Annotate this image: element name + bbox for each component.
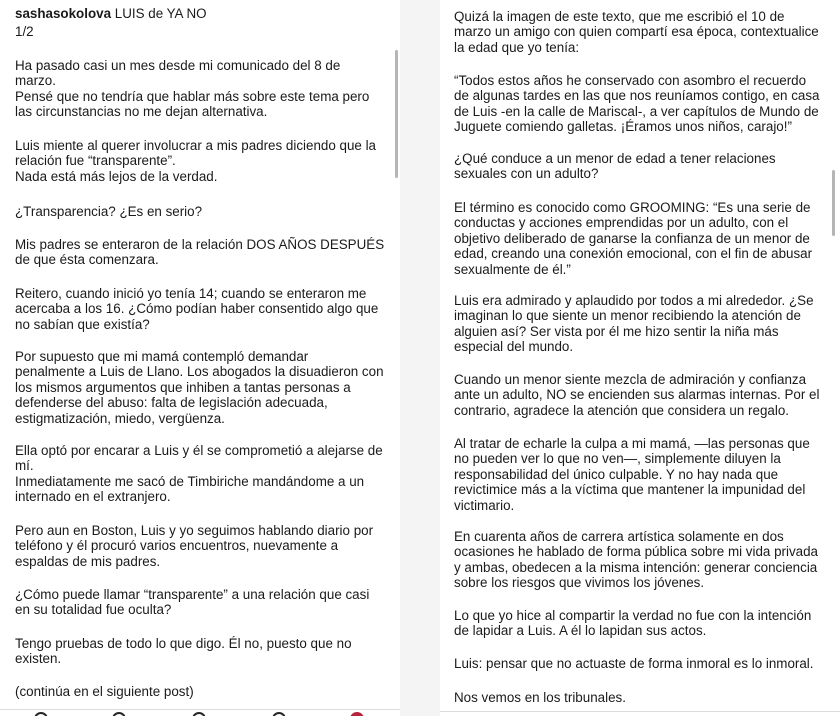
username-link[interactable]: sashasokolova [15,6,112,21]
left-paragraph: (continúa en el siguiente post) [15,684,194,699]
bottom-nav [0,708,400,716]
left-paragraph: ¿Cómo puede llamar “transparente” a una relación que casi en su totalidad fue oculta? [15,587,370,618]
post-header [15,6,390,21]
left-paragraph: Mis padres se enteraron de la relación DOS AÑOS DESPUÉS de que ésta comenzara. [15,237,385,268]
shop-icon[interactable] [272,712,286,716]
left-paragraph: Por supuesto que mi mamá contempló demandar penalmente a Luis de Llano. Los abogados la disuadieron con los mismos argumentos que inhiben a tantas personas a defenderse del abuso: falta de legislación adecuada, estigmatización, miedo, vergüenza. [15,349,384,426]
right-bottom-divider [440,711,840,712]
page-counter: 1/2 [15,24,34,39]
left-paragraph: Reitero, cuando inició yo tenía 14; cuando se enteraron me acercaba a los 16. ¿Cómo podían haber consentido algo que no sabían que existía? [15,286,379,332]
right-panel [440,0,840,716]
right-paragraph: El término es conocido como GROOMING: “Es una serie de conductas y acciones emprendidas por un adulto, con el objetivo deliberado de ganarse la confianza de un menor de edad, creando una conexión emocional, con el fin de abusar sexualmente de él.” [454,200,813,277]
right-paragraph: ¿Qué conduce a un menor de edad a tener relaciones sexuales con un adulto? [454,151,776,182]
profile-avatar[interactable] [350,712,364,716]
left-paragraph: Tengo pruebas de todo lo que digo. Él no, puesto que no existen. [15,636,352,667]
right-scrollbar[interactable] [832,170,835,236]
left-paragraph: Ella optó por encarar a Luis y él se comprometió a alejarse de mí. Inmediatamente me sacó de Timbiriche mandándome a un internado en el extranjero. [15,443,383,505]
home-icon[interactable] [34,712,48,716]
caption-title: LUIS de YA NO [111,6,207,21]
right-paragraph: Nos vemos en los tribunales. [454,690,626,705]
right-paragraph: Al tratar de echarle la culpa a mi mamá, —las personas que no pueden ver lo que no ven—, simplemente diluyen la responsabilidad del único culpable. Y no hay nada que revictimice más a la víctima que mantener la impunidad del victimario. [454,436,810,513]
reels-icon[interactable] [192,712,206,716]
left-scrollbar[interactable] [395,50,398,178]
right-paragraph: Luis: pensar que no actuaste de forma inmoral es lo inmoral. [454,656,814,671]
left-paragraph: ¿Transparencia? ¿Es en serio? [15,204,203,219]
right-paragraph: En cuarenta años de carrera artística solamente en dos ocasiones he hablado de forma pública sobre mi vida privada y ambas, obedecen a la misma intención: generar conciencia sobre los riesgos que vivimos los jóvenes. [454,529,818,591]
search-icon[interactable] [112,712,126,716]
right-paragraph: Quizá la imagen de este texto, que me escribió el 10 de marzo un amigo con quien compartí esa época, contextualice la edad que yo tenía: [454,9,819,55]
left-paragraph: Pero aun en Boston, Luis y yo seguimos hablando diario por teléfono y él procuró varios encuentros, nuevamente a espaldas de mis padres. [15,523,374,569]
right-paragraph: “Todos estos años he conservado con asombro el recuerdo de algunas tardes en las que nos reuníamos contigo, en casa de Luis -en la calle de Mariscal-, a ver capítulos de Mundo de Juguete comiendo galletas. ¡Éramos unos niños, carajo!” [454,73,820,135]
right-paragraph: Luis era admirado y aplaudido por todos a mi alrededor. ¿Se imaginan lo que siente un menor recibiendo la atención de alguien así? Ser vista por él me hizo sentir la niña más especial del mundo. [454,293,814,355]
panel-gutter [400,0,440,716]
right-paragraph: Lo que yo hice al compartir la verdad no fue con la intención de lapidar a Luis. A él lo lapidan sus actos. [454,608,812,639]
left-paragraph: Ha pasado casi un mes desde mi comunicado del 8 de marzo. Pensé que no tendría que hablar más sobre este tema pero las circunstancias no me dejan alternativa. [15,58,370,120]
left-paragraph: Luis miente al querer involucrar a mis padres diciendo que la relación fue “transparente”. Nada está más lejos de la verdad. [15,138,376,184]
right-paragraph: Cuando un menor siente mezcla de admiración y confianza ante un adulto, NO se encienden sus alarmas internas. Por el contrario, agradece la atención que considera un regalo. [454,372,820,418]
left-panel [0,0,400,716]
